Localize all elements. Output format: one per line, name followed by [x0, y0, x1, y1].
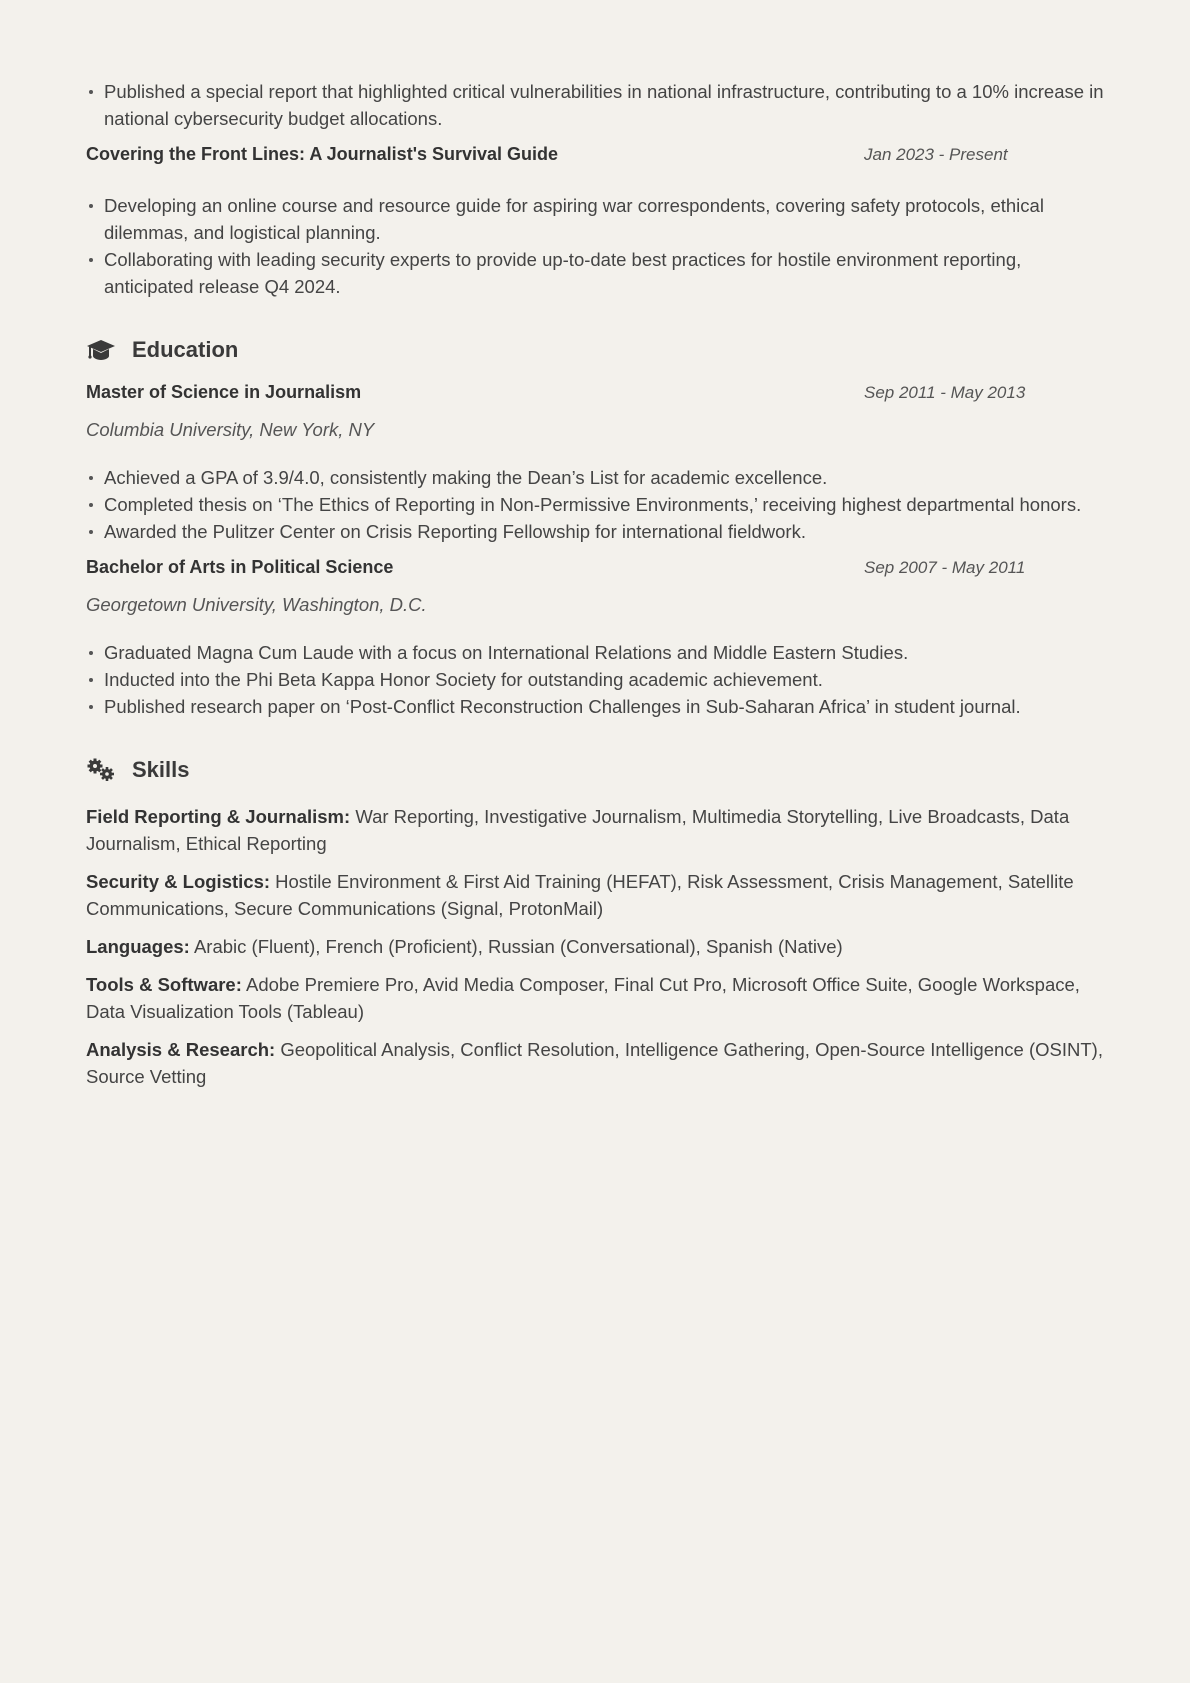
resume-page — [86, 78, 1104, 1090]
list-item: Collaborating with leading security experts to provide up-to-date best practices for hostile environment reporting, anticipated release Q4 2024. — [104, 246, 1104, 300]
degree-bullets — [86, 639, 1104, 720]
list-item: Graduated Magna Cum Laude with a focus on International Relations and Middle Eastern Studies. — [104, 639, 1104, 666]
graduation-cap-icon — [86, 339, 116, 361]
section-title: Education — [132, 337, 239, 362]
skill-value: War Reporting, Investigative Journalism, Multimedia Storytelling, Live Broadcasts, Data Journalism, Ethical Reporting — [86, 806, 1070, 854]
skill-label: Tools & Software: — [86, 974, 242, 995]
skills-heading — [86, 754, 1104, 786]
degree-title: Bachelor of Arts in Political Science — [86, 557, 394, 577]
skill-label: Security & Logistics: — [86, 871, 271, 892]
skill-value: Hostile Environment & First Aid Training (HEFAT), Risk Assessment, Crisis Management, Satellite Communications, Secure Communications (Signal, ProtonMail) — [86, 871, 1074, 919]
list-item: Published a special report that highlighted critical vulnerabilities in national infrastructure, contributing to a 10% increase in national cybersecurity budget allocations. — [104, 78, 1104, 132]
skill-value: Geopolitical Analysis, Conflict Resolution, Intelligence Gathering, Open-Source Intelligence (OSINT), Source Vetting — [86, 1039, 1103, 1087]
school-name: Georgetown University, Washington, D.C. — [86, 594, 427, 615]
list-item: Published research paper on ‘Post-Conflict Reconstruction Challenges in Sub-Saharan Africa’ in student journal. — [104, 693, 1104, 720]
skill-row — [86, 868, 1104, 922]
skill-label: Analysis & Research: — [86, 1039, 276, 1060]
previous-project-bullets — [86, 78, 1104, 132]
education-entry-header — [86, 557, 1104, 584]
skill-row — [86, 933, 1104, 960]
project-bullets — [86, 192, 1104, 300]
school-name: Columbia University, New York, NY — [86, 419, 375, 440]
project-title: Covering the Front Lines: A Journalist's Survival Guide — [86, 144, 559, 164]
degree-date: Sep 2007 - May 2011 — [864, 558, 1026, 577]
list-item: Inducted into the Phi Beta Kappa Honor Society for outstanding academic achievement. — [104, 666, 1104, 693]
skill-value: Arabic (Fluent), French (Proficient), Russian (Conversational), Spanish (Native) — [193, 936, 843, 957]
project-date: Jan 2023 - Present — [864, 145, 1008, 164]
degree-bullets — [86, 464, 1104, 545]
skill-label: Languages: — [86, 936, 190, 957]
list-item: Achieved a GPA of 3.9/4.0, consistently making the Dean’s List for academic excellence. — [104, 464, 1104, 491]
skill-row — [86, 1036, 1104, 1090]
list-item: Developing an online course and resource guide for aspiring war correspondents, covering safety protocols, ethical dilemmas, and logistical planning. — [104, 192, 1104, 246]
skill-value: Adobe Premiere Pro, Avid Media Composer, Final Cut Pro, Microsoft Office Suite, Google Workspace, Data Visualization Tools (Tableau) — [86, 974, 1080, 1022]
list-item: Completed thesis on ‘The Ethics of Reporting in Non-Permissive Environments,’ receiving highest departmental honors. — [104, 491, 1104, 518]
skill-row — [86, 803, 1104, 857]
list-item: Awarded the Pulitzer Center on Crisis Reporting Fellowship for international fieldwork. — [104, 518, 1104, 545]
skill-label: Field Reporting & Journalism: — [86, 806, 351, 827]
education-entry-header — [86, 382, 1104, 409]
degree-date: Sep 2011 - May 2013 — [864, 383, 1026, 402]
project-entry-header — [86, 144, 1104, 171]
skill-row — [86, 971, 1104, 1025]
degree-title: Master of Science in Journalism — [86, 382, 362, 402]
education-heading — [86, 334, 1104, 366]
section-title: Skills — [132, 757, 190, 782]
gears-icon — [86, 758, 116, 782]
